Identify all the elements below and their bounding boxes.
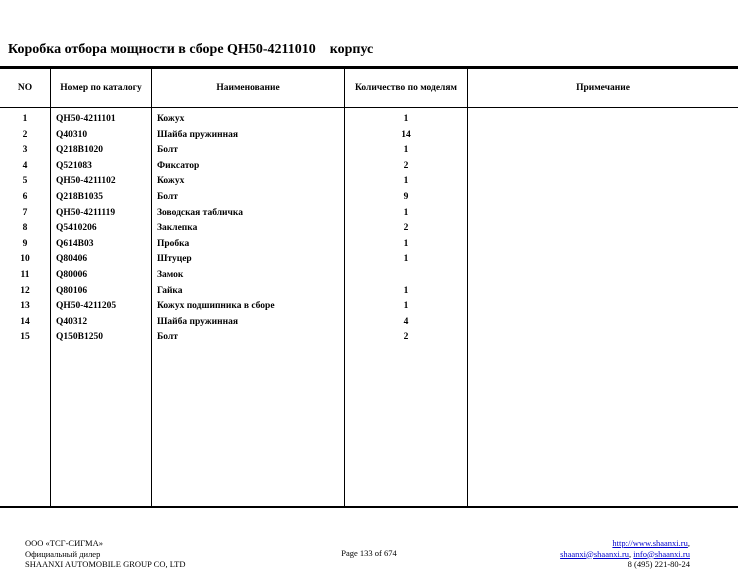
catalog-number-cell: Q150B1250 xyxy=(56,332,103,343)
website-link[interactable]: http://www.shaanxi.ru xyxy=(612,538,688,548)
quantity-cell: 2 xyxy=(403,160,409,171)
quantity-cell: 1 xyxy=(403,238,409,249)
row-number: 12 xyxy=(20,285,30,296)
header-note: Примечание xyxy=(576,83,630,93)
quantity-cell: 1 xyxy=(403,145,409,156)
table-row xyxy=(0,315,738,331)
phone-number: 8 (495) 221-80-24 xyxy=(627,559,690,569)
catalog-number-cell: Q40310 xyxy=(56,129,88,140)
catalog-number-cell: Q80006 xyxy=(56,269,88,280)
catalog-number-cell: Q40312 xyxy=(56,316,88,327)
header-no: NO xyxy=(17,83,33,93)
row-number: 13 xyxy=(20,301,30,312)
part-name-cell: Шайба пружинная xyxy=(157,129,238,140)
email-link-sales[interactable]: shaanxi@shaanxi.ru xyxy=(560,548,630,559)
row-number: 11 xyxy=(20,269,30,280)
part-name-cell: Кожух xyxy=(157,176,185,187)
table-row xyxy=(0,112,738,128)
row-number: 15 xyxy=(20,332,30,343)
quantity-cell: 2 xyxy=(403,332,409,343)
catalog-number-cell: QH50-4211101 xyxy=(56,114,116,124)
table-row xyxy=(0,159,738,175)
quantity-cell: 14 xyxy=(401,129,411,140)
catalog-number-cell: QH50-4211205 xyxy=(56,301,117,312)
catalog-number-cell: QH50-4211119 xyxy=(56,207,116,218)
header-quantity: Количество по моделям xyxy=(355,83,457,93)
quantity-cell: 9 xyxy=(403,191,409,202)
footer-contacts: http://www.shaanxi.ru, shaanxi@shaanxi.ru, info@shaanxi.ru 8 (495) 221-80-24 xyxy=(560,538,690,569)
part-name-cell: Замок xyxy=(157,269,184,280)
row-number: 6 xyxy=(22,191,28,202)
page-title: Коробка отбора мощности в сборе QH50-4211010 корпус xyxy=(8,42,374,57)
catalog-number-cell: Q5410206 xyxy=(56,223,97,234)
quantity-cell: 1 xyxy=(403,176,409,187)
quantity-cell: 1 xyxy=(403,254,409,265)
part-name-cell: Шайба пружинная xyxy=(157,316,238,327)
part-name-cell: Пробка xyxy=(157,238,190,249)
quantity-cell: 1 xyxy=(403,114,409,124)
dealer-label: Официальный дилер xyxy=(25,548,101,559)
page-number: Page 133 of 674 xyxy=(341,548,397,558)
row-number: 2 xyxy=(22,129,28,140)
catalog-number-cell: Q614B03 xyxy=(56,238,94,249)
table-row xyxy=(0,174,738,190)
catalog-number-cell: Q80106 xyxy=(56,285,88,296)
part-name-cell: Зоводская табличка xyxy=(157,207,243,218)
row-number: 5 xyxy=(22,176,28,187)
quantity-cell: 1 xyxy=(403,285,409,296)
row-number: 7 xyxy=(22,207,28,218)
part-name-cell: Болт xyxy=(157,332,178,343)
catalog-number-cell: Q218B1035 xyxy=(56,191,103,202)
part-name-cell: Болт xyxy=(157,145,178,156)
table-row xyxy=(0,221,738,237)
part-name-cell: Гайка xyxy=(157,285,183,296)
table-row xyxy=(0,143,738,159)
row-number: 8 xyxy=(22,223,28,234)
row-number: 1 xyxy=(22,114,28,124)
table-row xyxy=(0,330,738,346)
header-divider xyxy=(0,107,738,108)
catalog-number-cell: Q218B1020 xyxy=(56,145,103,156)
quantity-cell: 4 xyxy=(403,316,409,327)
row-number: 4 xyxy=(22,160,28,171)
table-bottom-rule xyxy=(0,506,738,508)
header-catalog-number: Номер по каталогу xyxy=(60,83,142,93)
table-row xyxy=(0,284,738,300)
header-name: Наименование xyxy=(216,83,280,93)
table-row xyxy=(0,268,738,284)
part-name-cell: Штуцер xyxy=(157,254,192,265)
table-row xyxy=(0,252,738,268)
table-row xyxy=(0,299,738,315)
row-number: 14 xyxy=(20,316,30,327)
row-number: 10 xyxy=(20,254,30,265)
catalog-number-cell: Q80406 xyxy=(56,254,88,265)
part-name-cell: Кожух подшипника в сборе xyxy=(157,301,275,312)
part-name-cell: Кожух xyxy=(157,114,185,124)
quantity-cell: 1 xyxy=(403,207,409,218)
row-number: 9 xyxy=(22,238,28,249)
table-row xyxy=(0,237,738,253)
quantity-cell: 2 xyxy=(403,223,409,234)
table-body xyxy=(0,112,738,346)
row-number: 3 xyxy=(22,145,28,156)
part-name-cell: Заклепка xyxy=(157,223,198,234)
table-row xyxy=(0,128,738,144)
quantity-cell: 1 xyxy=(403,301,409,312)
table-row xyxy=(0,206,738,222)
manufacturer-name: SHAANXI AUTOMOBILE GROUP CO, LTD xyxy=(25,559,186,569)
part-name-cell: Фиксатор xyxy=(157,160,200,171)
catalog-number-cell: QH50-4211102 xyxy=(56,176,116,187)
part-name-cell: Болт xyxy=(157,191,178,202)
email-link-info[interactable]: info@shaanxi.ru xyxy=(633,548,690,559)
table-row xyxy=(0,190,738,206)
company-name: ООО «ТСГ-СИГМА» xyxy=(25,538,103,548)
catalog-number-cell: Q521083 xyxy=(56,160,92,171)
